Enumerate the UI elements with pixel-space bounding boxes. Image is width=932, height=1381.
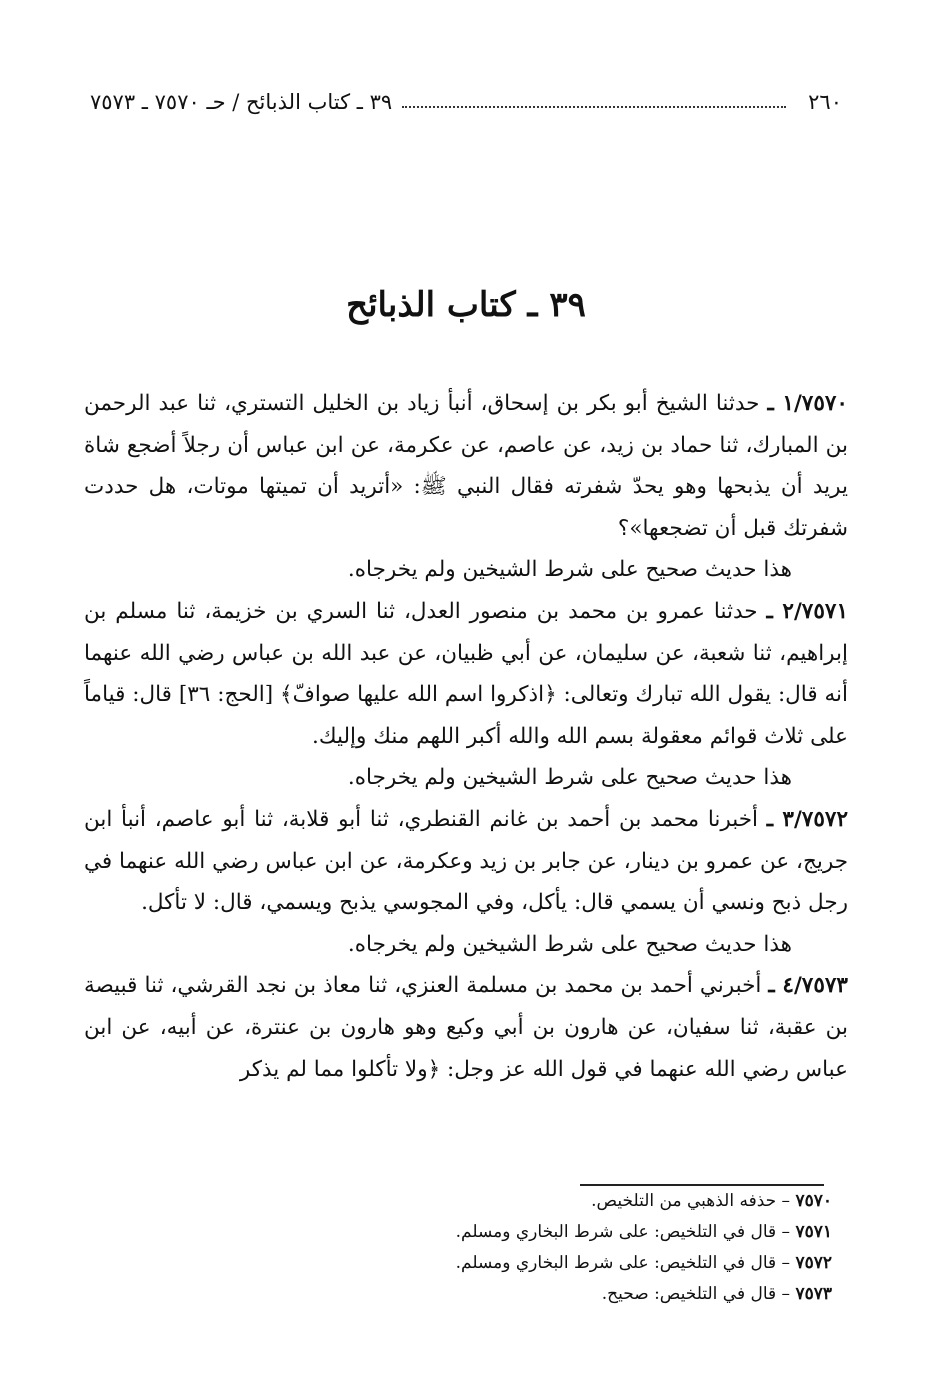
footnote-number: ٧٥٧١ xyxy=(795,1222,832,1242)
footnote-text: – قال في التلخيص: صحيح. xyxy=(601,1284,791,1304)
grading-note xyxy=(84,549,848,591)
hadith-paragraph xyxy=(84,965,848,1090)
running-header xyxy=(90,82,842,122)
hadith-text: أخبرني أحمد بن محمد بن مسلمة العنزي، ثنا معاذ بن نجد القرشي، ثنا قبيصة بن عقبة، ثنا سفيان، عن هارون بن أبي وكيع وهو هارون بن عنترة، عن أبيه، عن ابن عباس رضي الله عنهما في قول الله عز وجل: ﴿ولا تأكلوا مما لم يذكر xyxy=(84,973,848,1082)
hadith-text: حدثنا الشيخ أبو بكر بن إسحاق، أنبأ زياد بن الخليل التستري، ثنا عبد الرحمن بن المبارك، ثنا حماد بن زيد، عن عاصم، عن عكرمة، عن ابن عباس أن رجلاً أضجع شاة يريد أن يذبحها وهو يحدّ شفرته فقال النبي ﷺ: «أتريد أن تميتها موتات، هل حددت شفرتك قبل أن تضجعها»؟ xyxy=(84,391,848,541)
grading-note xyxy=(84,757,848,799)
header-dot-leader xyxy=(402,106,786,108)
footnote-text: – حذفه الذهبي من التلخيص. xyxy=(591,1191,791,1211)
grading-text: هذا حديث صحيح على شرط الشيخين ولم يخرجاه. xyxy=(347,931,792,957)
footnote xyxy=(84,1186,832,1217)
grading-note xyxy=(84,924,848,966)
footnote xyxy=(84,1248,832,1279)
hadith-number: ١/٧٥٧٠ ـ xyxy=(767,391,848,416)
running-header-title: ٣٩ ـ كتاب الذبائح / حـ ٧٥٧٠ ـ ٧٥٧٣ xyxy=(90,90,393,114)
body-text xyxy=(84,383,848,1090)
hadith-paragraph xyxy=(84,591,848,757)
footnote xyxy=(84,1279,832,1310)
footnote-number: ٧٥٧٢ xyxy=(795,1253,832,1273)
grading-text: هذا حديث صحيح على شرط الشيخين ولم يخرجاه. xyxy=(347,557,792,583)
hadith-number: ٢/٧٥٧١ ـ xyxy=(766,598,848,624)
hadith-paragraph xyxy=(84,799,848,924)
hadith-number: ٣/٧٥٧٢ ـ xyxy=(766,806,848,832)
hadith-text: حدثنا عمرو بن محمد بن منصور العدل، ثنا السري بن خزيمة، ثنا مسلم بن إبراهيم، ثنا شعبة، عن سليمان، عن أبي ظبيان، عن عبد الله بن عباس رضي الله عنهما أنه قال: يقول الله تبارك وتعالى: ﴿اذكروا اسم الله عليها صوافّ﴾ [الحج: ٣٦] قال: قياماً على ثلاث قوائم معقولة بسم الله والله أكبر اللهم منك وإليك. xyxy=(84,598,848,749)
chapter-title: ٣٩ ـ كتاب الذبائح xyxy=(346,285,586,325)
footnotes xyxy=(84,1186,832,1310)
footnote-text: – قال في التلخيص: على شرط البخاري ومسلم. xyxy=(455,1253,791,1273)
hadith-paragraph xyxy=(84,383,848,549)
footnote-text: – قال في التلخيص: على شرط البخاري ومسلم. xyxy=(455,1222,791,1242)
hadith-number: ٤/٧٥٧٣ ـ xyxy=(768,973,848,999)
footnote xyxy=(84,1217,832,1248)
footnote-number: ٧٥٧٣ xyxy=(795,1284,832,1304)
grading-text: هذا حديث صحيح على شرط الشيخين ولم يخرجاه. xyxy=(347,765,792,791)
footnote-number: ٧٥٧٠ xyxy=(795,1191,832,1211)
hadith-text: أخبرنا محمد بن أحمد بن غانم القنطري، ثنا أبو قلابة، ثنا أبو عاصم، أنبأ ابن جريج، عن عمرو بن دينار، عن جابر بن زيد وعكرمة، عن ابن عباس رضي الله عنهما في رجل ذبح ونسي أن يسمي قال: يأكل، وفي المجوسي يذبح ويسمي، قال: لا تأكل. xyxy=(84,806,848,916)
page-number: ٢٦٠ xyxy=(808,90,842,114)
